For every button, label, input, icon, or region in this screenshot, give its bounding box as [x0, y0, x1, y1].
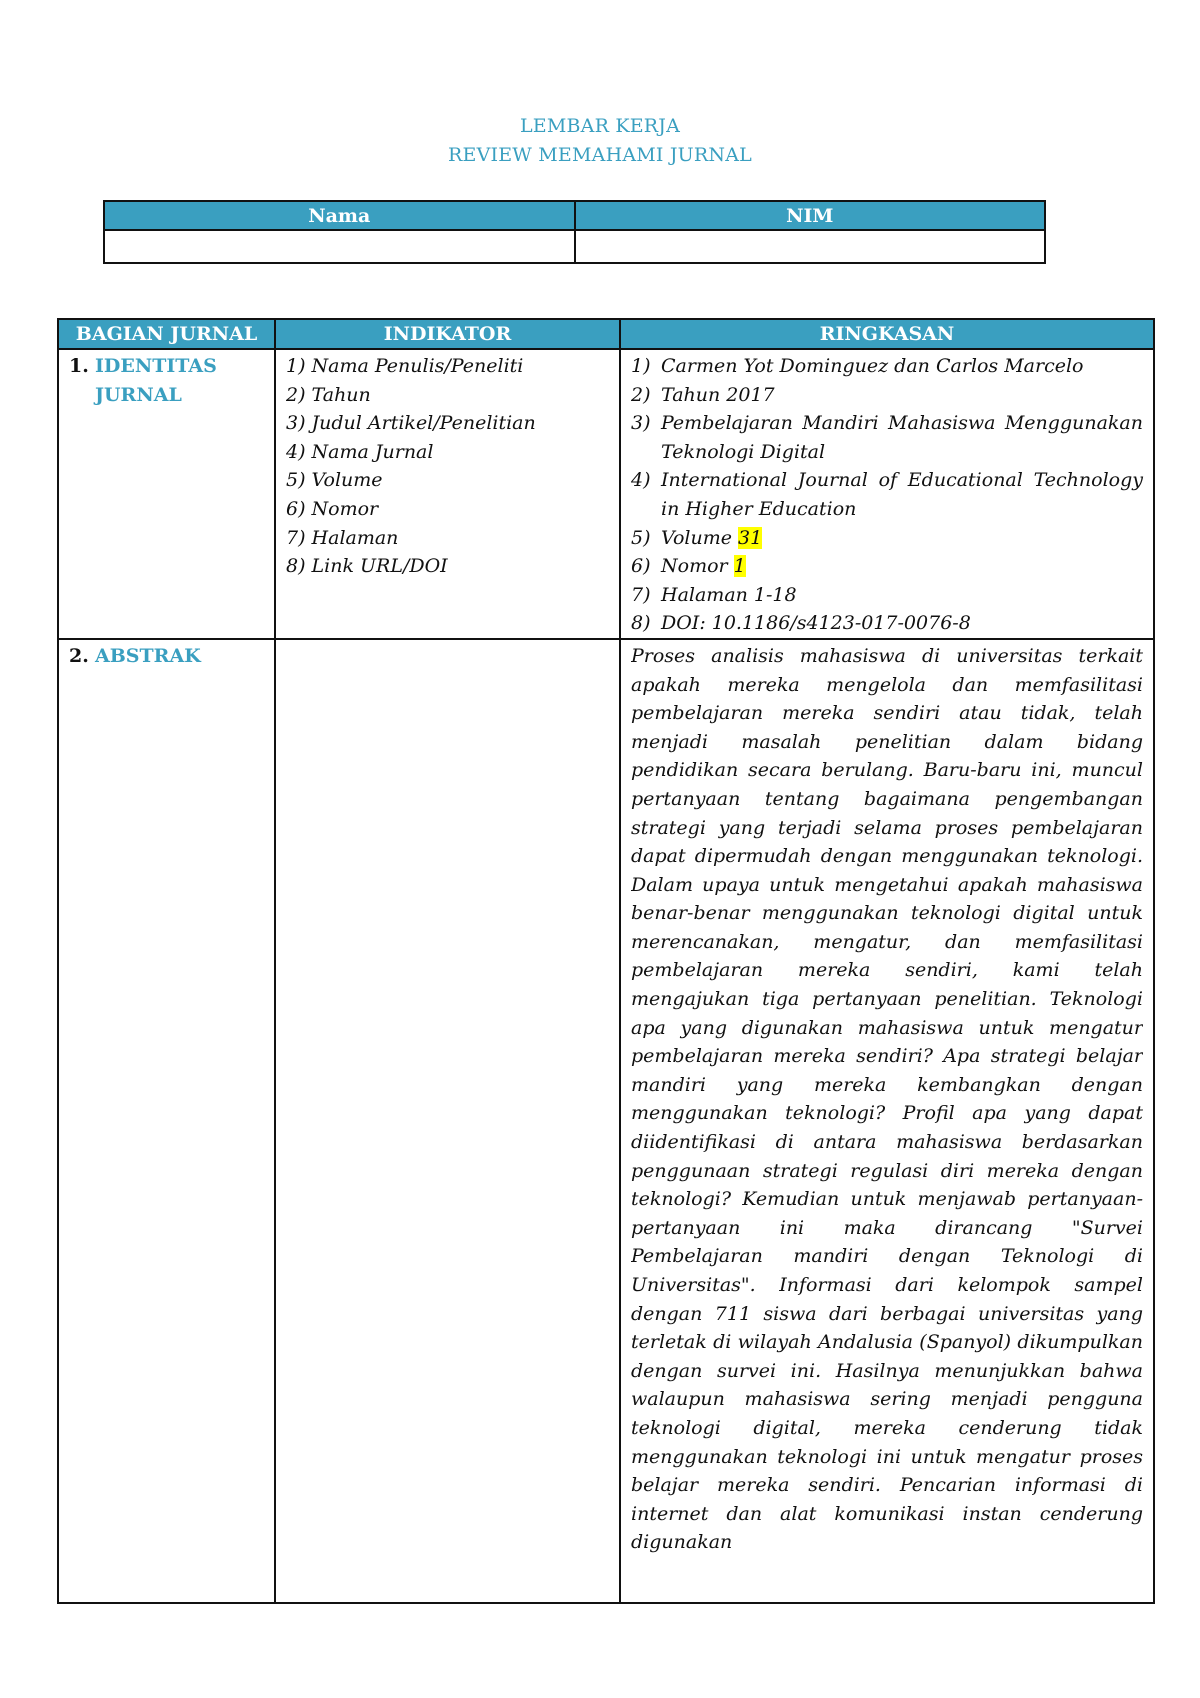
indicator-cell-empty[interactable]	[275, 639, 620, 1603]
indicator-item: 6) Nomor	[286, 497, 379, 520]
nim-cell[interactable]	[575, 230, 1046, 263]
indicator-item: 1) Nama Penulis/Peneliti	[286, 355, 524, 377]
summary-item	[631, 609, 1143, 638]
summary-item-text: Nomor	[661, 555, 734, 578]
summary-item-number: 4)	[631, 469, 651, 492]
section-title: ABSTRAK	[95, 644, 201, 667]
student-identity-table	[103, 200, 1046, 264]
summary-cell	[620, 349, 1154, 639]
section-title: IDENTITAS JURNAL	[95, 355, 217, 406]
title-line-1: LEMBAR KERJA	[519, 115, 681, 137]
header-bagian-jurnal: BAGIAN JURNAL	[58, 319, 275, 349]
section-number: 2.	[69, 644, 89, 667]
summary-item-number: 5)	[631, 526, 651, 549]
summary-item-text: Volume	[661, 526, 739, 549]
summary-item-number: 6)	[631, 555, 651, 578]
abstract-text: Proses analisis mahasiswa di universitas terkait apakah mereka mengelola dan memfasilitasi pembelajaran mereka sendiri atau tidak, telah menjadi masalah penelitian dalam bidang pendidikan secara berulang. Baru-baru ini, muncul pertanyaan tentang bagaimana pengembangan strategi yang terjadi selama proses pembelajaran dapat dipermudah dengan menggunakan teknologi. Dalam upaya untuk mengetahui apakah mahasiswa benar-benar menggunakan teknologi digital untuk merencanakan, mengatur, dan memfasilitasi pembelajaran mereka sendiri, kami telah mengajukan tiga pertanyaan penelitian. Teknologi apa yang digunakan mahasiswa untuk mengatur pembelajaran mereka sendiri? Apa strategi belajar mandiri yang mereka kembangkan dengan menggunakan teknologi? Profil apa yang dapat diidentifikasi di antara mahasiswa berdasarkan penggunaan strategi regulasi diri mereka dengan teknologi? Kemudian untuk menjawab pertanyaan-pertanyaan ini maka dirancang "Survei Pembelajaran mandiri dengan Teknologi di Universitas". Informasi dari kelompok sampel dengan 711 siswa dari berbagai universitas yang terletak di wilayah Andalusia (Spanyol) dikumpulkan dengan survei ini. Hasilnya menunjukkan bahwa walaupun mahasiswa sering menjadi pengguna teknologi digital, mereka cenderung tidak menggunakan teknologi ini untuk mengatur proses belajar mereka sendiri. Pencarian informasi di internet dan alat komunikasi instan cenderung digunakan	[631, 644, 1143, 1554]
summary-item-number: 2)	[631, 383, 651, 406]
indicator-item: 4) Nama Jurnal	[286, 440, 434, 463]
document-title	[0, 112, 1200, 170]
section-label-cell	[58, 639, 275, 1603]
header-indikator: INDIKATOR	[275, 319, 620, 349]
summary-item-text: Pembelajaran Mandiri Mahasiswa Menggunakan Teknologi Digital	[661, 412, 1143, 463]
indicator-item: 8) Link URL/DOI	[286, 555, 448, 578]
indicator-item: 5) Volume	[286, 469, 383, 492]
summary-item	[631, 581, 1143, 610]
indicator-item: 3) Judul Artikel/Penelitian	[286, 412, 536, 435]
summary-item-text: International Journal of Educational Technology in Higher Education	[661, 469, 1143, 520]
summary-item	[631, 381, 1143, 410]
indicator-list	[286, 352, 609, 581]
summary-item-text: Carmen Yot Dominguez dan Carlos Marcelo	[661, 355, 1084, 377]
summary-item	[631, 552, 1143, 581]
nim-column-header: NIM	[575, 201, 1046, 230]
section-label-cell	[58, 349, 275, 639]
summary-item-number: 7)	[631, 583, 651, 606]
indicator-item: 7) Halaman	[286, 526, 399, 549]
summary-item-text: Tahun 2017	[661, 383, 775, 406]
name-column-header: Nama	[104, 201, 575, 230]
highlighted-value: 1	[733, 555, 746, 578]
summary-item-number: 8)	[631, 612, 651, 635]
summary-item-number: 3)	[631, 412, 651, 435]
summary-item	[631, 352, 1143, 381]
indicator-cell	[275, 349, 620, 639]
summary-list	[631, 352, 1143, 638]
section-row-identitas	[58, 349, 1154, 639]
highlighted-value: 31	[738, 526, 763, 549]
summary-item	[631, 409, 1143, 466]
indicator-item: 2) Tahun	[286, 383, 371, 406]
summary-item-text-wrap	[661, 524, 1143, 553]
summary-item-number: 1)	[631, 355, 651, 377]
summary-item	[631, 466, 1143, 523]
title-line-2: REVIEW MEMAHAMI JURNAL	[448, 144, 752, 166]
summary-cell	[620, 639, 1154, 1603]
journal-review-table	[57, 318, 1155, 1604]
section-row-abstrak	[58, 639, 1154, 1603]
header-ringkasan: RINGKASAN	[620, 319, 1154, 349]
summary-item-text-wrap	[661, 552, 1143, 581]
summary-item-text: DOI: 10.1186/s4123-017-0076-8	[661, 612, 971, 635]
section-number: 1.	[69, 355, 89, 377]
summary-item-text: Halaman 1-18	[661, 583, 797, 606]
summary-item	[631, 524, 1143, 553]
name-cell[interactable]	[104, 230, 575, 263]
